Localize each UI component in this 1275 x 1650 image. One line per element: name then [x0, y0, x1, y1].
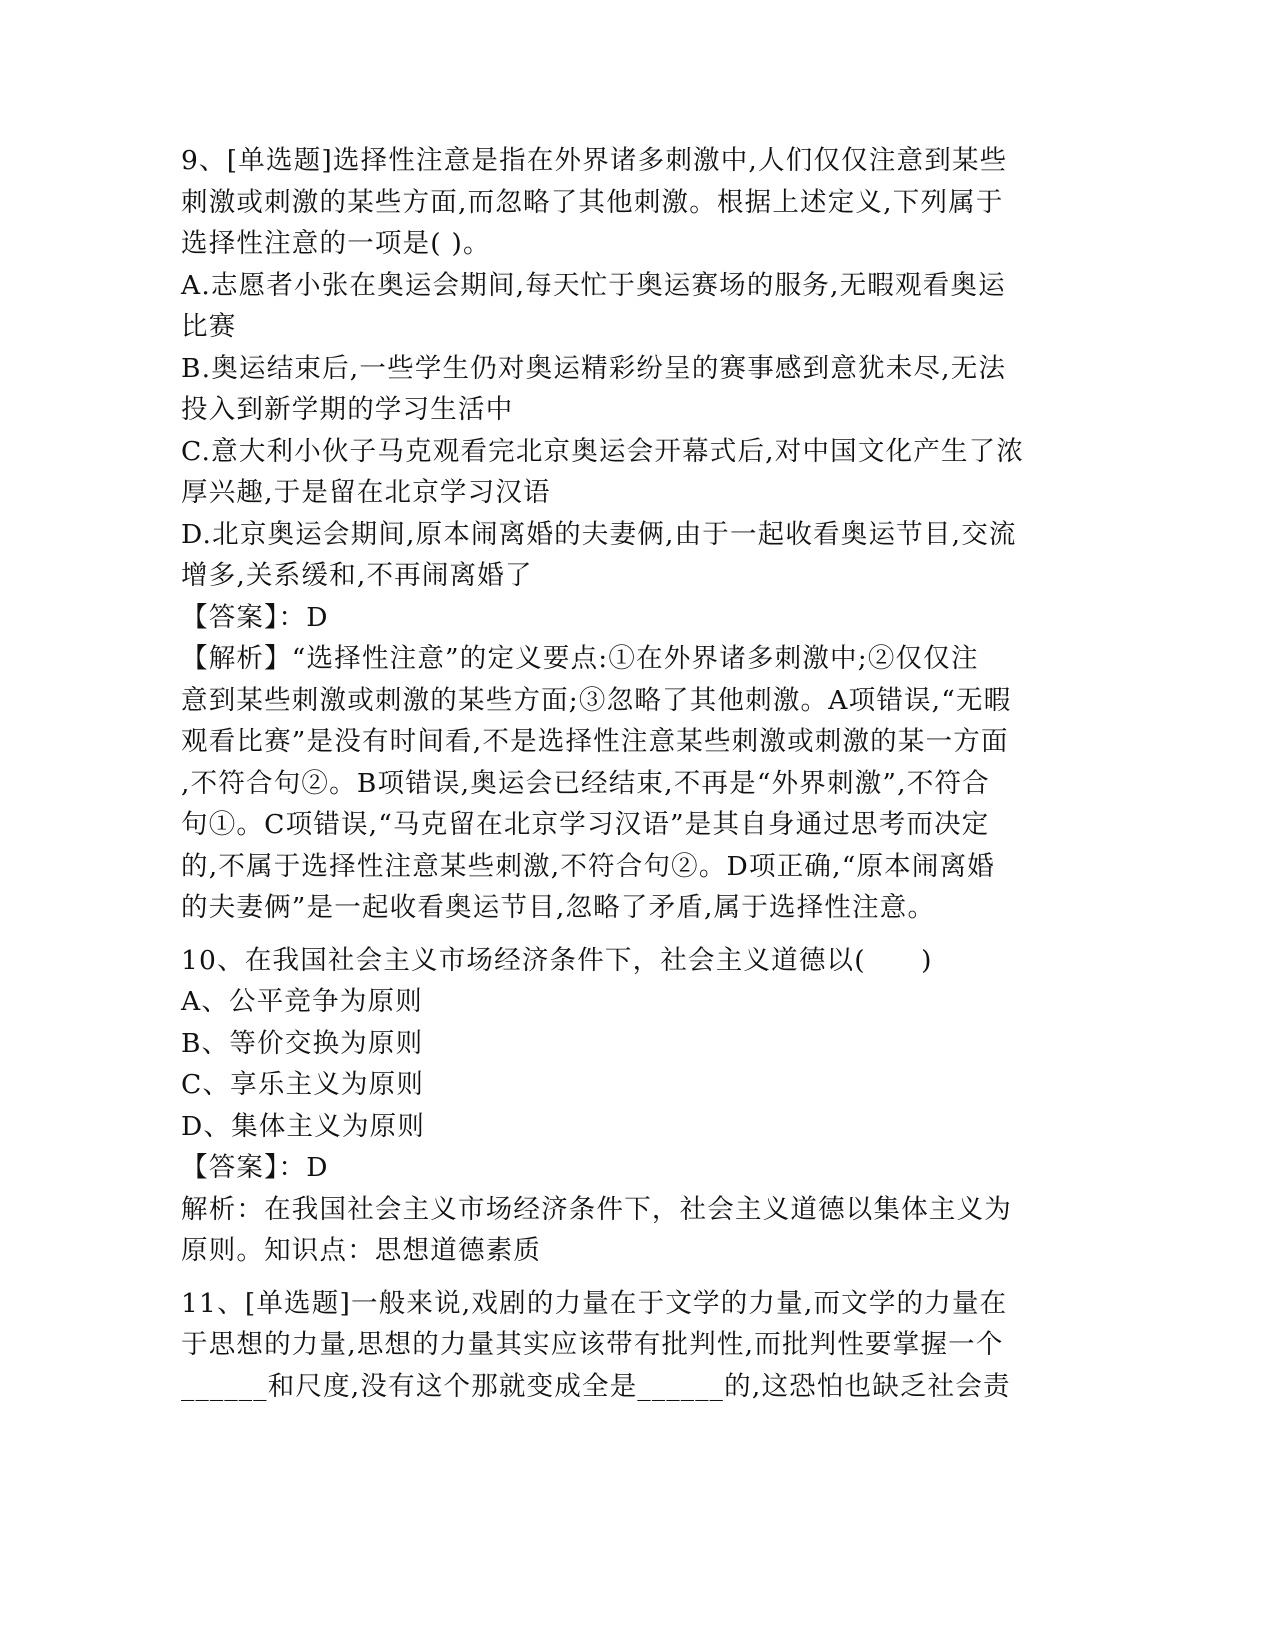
question-9-analysis-line-4: ,不符合句②。B项错误,奥运会已经结束,不再是“外界刺激”,不符合	[181, 767, 990, 799]
question-10-analysis-line-1: 解析：在我国社会主义市场经济条件下，社会主义道德以集体主义为	[181, 1193, 1012, 1225]
question-9-analysis-line-6: 的,不属于选择性注意某些刺激,不符合句②。D项正确,“原本闹离婚	[181, 850, 995, 882]
document-page	[181, 140, 1061, 1407]
question-10-stem: 10、在我国社会主义市场经济条件下，社会主义道德以( )	[181, 944, 933, 976]
question-9-option-d-line-1: D.北京奥运会期间,原本闹离婚的夫妻俩,由于一起收看奥运节目,交流	[181, 518, 1017, 550]
question-spacer	[181, 1272, 1061, 1283]
question-9-answer: 【答案】：D	[181, 601, 329, 633]
question-9-analysis-line-2: 意到某些刺激或刺激的某些方面;③忽略了其他刺激。A项错误,“无暇	[181, 684, 1012, 716]
question-9-option-c-line-1: C.意大利小伙子马克观看完北京奥运会开幕式后,对中国文化产生了浓	[181, 435, 1025, 467]
question-10-option-c: C、享乐主义为原则	[181, 1069, 425, 1100]
question-10	[181, 940, 1061, 1272]
question-10-option-b: B、等价交换为原则	[181, 1027, 424, 1059]
question-9-stem-line-2: 刺激或刺激的某些方面,而忽略了其他刺激。根据上述定义,下列属于	[181, 186, 1004, 218]
question-11	[181, 1283, 1061, 1408]
question-9-option-c-line-2: 厚兴趣,于是留在北京学习汉语	[181, 477, 551, 508]
question-9-analysis-line-1: 【解析】“选择性注意”的定义要点:①在外界诸多刺激中;②仅仅注	[181, 643, 979, 674]
question-10-option-a: A、公平竞争为原则	[181, 986, 423, 1017]
question-10-analysis-line-2: 原则。知识点：思想道德素质	[181, 1235, 542, 1266]
question-10-answer: 【答案】：D	[181, 1152, 329, 1183]
question-9-analysis-line-7: 的夫妻俩”是一起收看奥运节目,忽略了矛盾,属于选择性注意。	[181, 892, 936, 923]
question-9-analysis-line-3: 观看比赛”是没有时间看,不是选择性注意某些刺激或刺激的某一方面	[181, 726, 1009, 757]
question-9	[181, 140, 1061, 929]
question-9-stem-line-1: 9、[单选题]选择性注意是指在外界诸多刺激中,人们仅仅注意到某些	[181, 145, 1008, 176]
question-9-analysis-line-5: 句①。C项错误,“马克留在北京学习汉语”是其自身通过思考而决定	[181, 809, 990, 840]
question-11-stem-line-2: 于思想的力量,思想的力量其实应该带有批判性,而批判性要掌握一个	[181, 1329, 1004, 1360]
question-11-stem-line-3: ______和尺度,没有这个那就变成全是______的,这恐怕也缺乏社会责	[181, 1370, 1011, 1402]
question-9-option-a-line-2: 比赛	[181, 311, 237, 342]
question-spacer	[181, 929, 1061, 940]
question-9-stem-line-3: 选择性注意的一项是( )。	[181, 228, 491, 259]
question-9-option-d-line-2: 增多,关系缓和,不再闹离婚了	[181, 560, 533, 591]
question-9-option-b-line-1: B.奥运结束后,一些学生仍对奥运精彩纷呈的赛事感到意犹未尽,无法	[181, 352, 1007, 384]
question-10-option-d: D、集体主义为原则	[181, 1110, 426, 1142]
question-11-stem-line-1: 11、[单选题]一般来说,戏剧的力量在于文学的力量,而文学的力量在	[181, 1287, 1008, 1319]
question-9-option-b-line-2: 投入到新学期的学习生活中	[181, 394, 514, 425]
question-9-option-a-line-1: A.志愿者小张在奥运会期间,每天忙于奥运赛场的服务,无暇观看奥运	[181, 269, 1006, 301]
